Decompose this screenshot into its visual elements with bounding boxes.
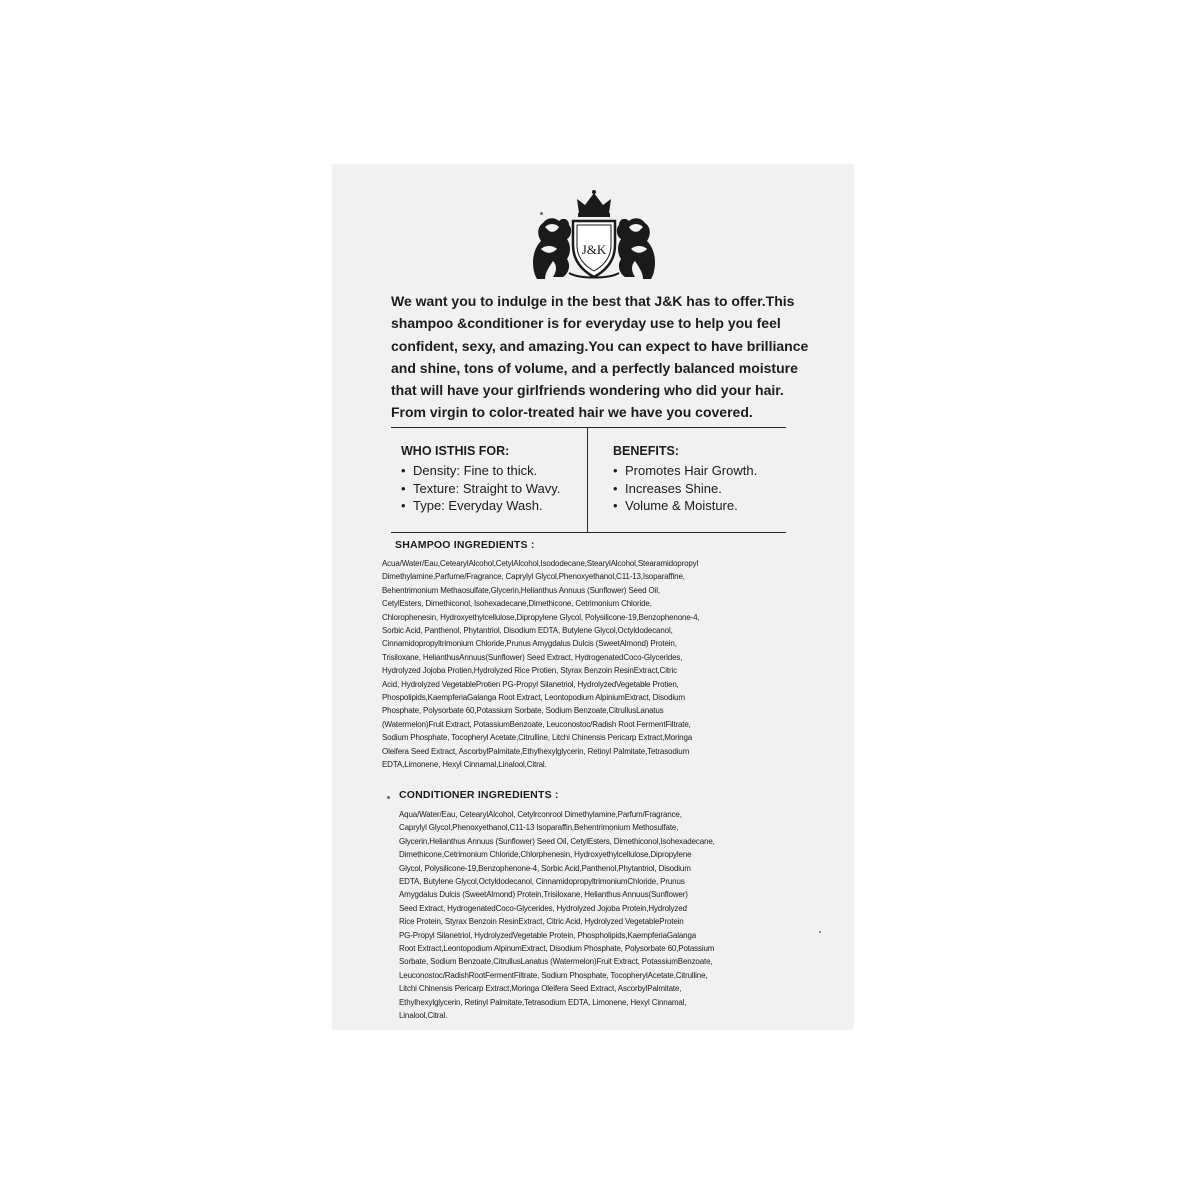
who-is-this-for-section (401, 444, 560, 515)
benefits-heading: BENEFITS: (613, 444, 679, 458)
ingredient-line: Sorbate, Sodium Benzoate,CitrullusLanatus (Watermelon)Fruit Extract, PotassiumBenzoate, (399, 957, 713, 967)
ingredient-line: CetylEsters, Dimethiconol, Isohexadecane,Dimethicone, Cetrimonium Chloride, (382, 599, 652, 609)
ingredient-line: Chlorophenesin, Hydroxyethylcellulose,Dipropylene Glycol, Polysilicone-19,Benzophenone-4, (382, 612, 700, 622)
list-item-text: Increases Shine. (625, 480, 722, 496)
list-item (401, 497, 560, 515)
ingredient-line: Acua/Water/Eau,CetearylAlcohol,CetylAlcohol,Isododecane,StearylAlcohol,Stearamidopropyl (382, 559, 699, 568)
intro-line: that will have your girlfriends wondering who did your hair. (391, 382, 784, 399)
print-speck (387, 796, 390, 799)
ingredient-line: Rice Protein, Styrax Benzoin ResinExtract, Citric Acid, Hydrolyzed VegetableProtein (399, 917, 684, 927)
ingredient-line: PG-Propyl Silanetriol, HydrolyzedVegetable Protein, Phospholipids,KaempferiaGalanga (399, 930, 697, 940)
print-speck (819, 931, 821, 933)
intro-line: From virgin to color-treated hair we have you covered. (391, 404, 753, 421)
crest-lions-crown-icon (523, 187, 665, 283)
bullet-icon: • (401, 463, 406, 478)
ingredient-line: Acid, Hydrolyzed VegetableProtien PG-Propyl Silanetriol, HydrolyzedVegetable Protien, (382, 679, 679, 689)
bullet-icon: • (613, 480, 618, 496)
bullet-icon: • (401, 480, 406, 496)
shampoo-ingredients-heading: SHAMPOO INGREDIENTS : (395, 539, 535, 551)
who-is-this-for-heading: WHO ISTHIS FOR: (401, 444, 510, 458)
intro-paragraph (391, 290, 851, 424)
list-item-text: Volume & Moisture. (625, 498, 738, 513)
intro-line: and shine, tons of volume, and a perfectly balanced moisture (391, 359, 798, 376)
conditioner-ingredients-list (399, 808, 819, 1023)
who-is-this-for-list (401, 462, 560, 515)
product-insert-card (333, 165, 853, 1029)
ingredient-line: Aqua/Water/Eau, CetearylAlcohol, Cetylrconrool Dimethylamine,Parfum/Fragrance, (399, 810, 682, 819)
ingredient-line: Linalool,Citral. (399, 1011, 448, 1021)
ingredient-line: Seed Extract, HydrogenatedCoco-Glycerides, Hydrolyzed Jojoba Protein,Hydrolyzed (399, 903, 687, 913)
bullet-icon: • (401, 498, 406, 513)
bullet-icon: • (613, 463, 618, 478)
column-divider (587, 428, 588, 532)
list-item-text: Promotes Hair Growth. (625, 463, 758, 478)
print-speck (540, 212, 543, 215)
ingredient-line: Glycol, Polysilicone-19,Benzophenone-4, Sorbic Acid,Panthenol,Phytantriol, Disodium (399, 863, 691, 873)
ingredient-line: Litchi Chinensis Pericarp Extract,Moringa Oleifera Seed Extract, AscorbylPalmitate, (399, 984, 682, 994)
list-item (613, 497, 757, 515)
bullet-icon: • (613, 498, 618, 513)
list-item (401, 462, 560, 480)
conditioner-ingredients-heading: CONDITIONER INGREDIENTS : (399, 789, 559, 801)
intro-line: shampoo &conditioner is for everyday use to help you feel (391, 315, 781, 332)
ingredient-line: Dimethicone,Cetrimonium Chloride,Chlorphenesin, Hydroxyethylcellulose,Dipropylene (399, 850, 692, 860)
ingredient-line: Oleifera Seed Extract, AscorbylPalmitate,Ethylhexylglycerin, Retinyl Palmitate,Tetrasodium (382, 746, 690, 756)
ingredient-line: Phosphate, Polysorbate 60,Potassium Sorbate, Sodium Benzoate,CitrullusLanatus (382, 706, 664, 716)
ingredient-line: Hydrolyzed Jojoba Protien,Hydrolyzed Rice Protien, Styrax Benzoin ResinExtract,Citric (382, 666, 677, 676)
ingredient-line: Trisiloxane, HelianthusAnnuus(Sunflower) Seed Extract, HydrogenatedCoco-Glycerides, (382, 652, 683, 662)
benefits-section (613, 444, 757, 515)
ingredient-line: Cinnamidopropyltrimonium Chloride,Prunus Amygdalus Dulcis (SweetAlmond) Protein, (382, 639, 677, 649)
list-item (613, 480, 757, 498)
ingredient-line: Leuconostoc/RadishRootFermentFiltrate, Sodium Phosphate, TocopherylAcetate,Citrulline, (399, 970, 708, 980)
ingredient-line: Behentrimonium Methaosulfate,Glycerin,Helianthus Annuus (Sunflower) Seed Oil, (382, 585, 660, 595)
shampoo-ingredients-list (382, 557, 814, 772)
ingredient-line: Sodium Phosphate, Tocopheryl Acetate,Citrulline, Litchi Chinensis Pericarp Extract,Moringa (382, 733, 693, 743)
ingredient-line: Ethylhexylglycerin, Retinyl Palmitate,Tetrasodium EDTA, Limonene, Hexyl Cinnamal, (399, 997, 687, 1007)
intro-line: confident, sexy, and amazing.You can expect to have brilliance (391, 337, 809, 354)
ingredient-line: Amygdalus Dulcis (SweetAlmond) Protein,Trisiloxane, Helianthus Annuus(Sunflower) (399, 890, 688, 900)
list-item (613, 462, 757, 480)
info-box (391, 427, 786, 533)
ingredient-line: EDTA,Limonene, Hexyl Cinnamal,Linalool,Citral. (382, 760, 547, 770)
ingredient-line: Dimethylamine,Parfume/Fragrance, Caprylyl Glycol,Phenoxyethanol,C11-13,Isoparaffine, (382, 572, 685, 582)
ingredient-line: EDTA, Butylene Glycol,Octyldodecanol, CinnamidopropyltrimoniumChloride, Prunus (399, 877, 685, 887)
ingredient-line: (Watermelon)Fruit Extract, PotassiumBenzoate, Leuconostoc/Radish Root FermentFiltrate, (382, 719, 691, 729)
list-item (401, 480, 560, 498)
ingredient-line: Glycerin,Helianthus Annuus (Sunflower) Seed Oil, CetylEsters, Dimethiconol,Isohexadecane, (399, 836, 715, 846)
svg-text:J&K: J&K (581, 242, 607, 257)
ingredient-line: Sorbic Acid, Panthenol, Phytantriol, Disodium EDTA, Butylene Glycol,Octyldodecanol, (382, 626, 673, 636)
benefits-list (613, 462, 757, 515)
ingredient-line: Root Extract,Leontopodium AlpinumExtract, Disodium Phosphate, Polysorbate 60,Potassium (399, 944, 715, 954)
list-item-text: Texture: Straight to Wavy. (413, 480, 561, 496)
ingredient-line: Phospolipids,KaempferiaGalanga Root Extract, Leontopodium AlpiniumExtract, Disodium (382, 693, 685, 703)
intro-line: We want you to indulge in the best that J&K has to offer.This (391, 293, 795, 309)
list-item-text: Type: Everyday Wash. (413, 498, 543, 513)
list-item-text: Density: Fine to thick. (413, 463, 538, 478)
ingredient-line: Caprylyl Glycol,Phenoxyethanol,C11-13 Isoparaffin,Behentrimonium Methosulfate, (399, 823, 679, 833)
